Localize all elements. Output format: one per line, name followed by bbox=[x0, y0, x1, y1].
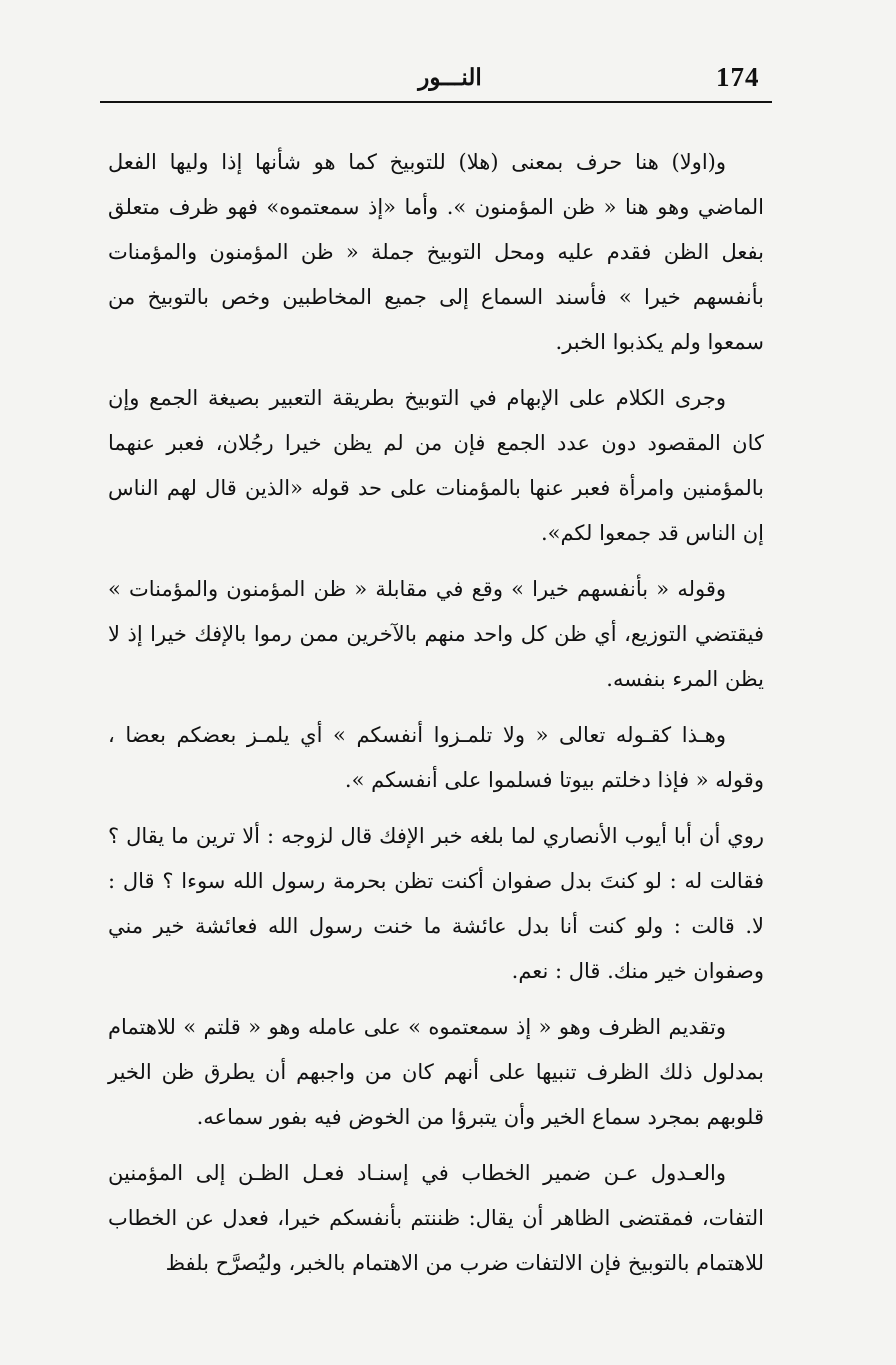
paragraph: وتقديم الظرف وهو « إذ سمعتموه » على عامله وهو « قلتم » للاهتمام بمدلول ذلك الظرف تنبيها على أنهم كان من واجبهم أن يطرق ظن الخير قلوبهم بمجرد سماع الخير وأن يتبرؤا من الخوض فيه بفور سماعه. bbox=[108, 1015, 764, 1129]
page-number: 174 bbox=[716, 62, 760, 92]
paragraph: و(اولا) هنا حرف بمعنى (هلا) للتوبيخ كما هو شأنها إذا وليها الفعل الماضي وهو هنا « ظن المؤمنون ». وأما «إذ سمعتموه» فهو ظرف متعلق بفعل الظن فقدم عليه ومحل التوبيخ جملة « ظن المؤمنون والمؤمنات بأنفسهم خيرا » فأسند السماع إلى جميع المخاطبين وخص بالتوبيخ من سمعوا ولم يكذبوا الخبر. bbox=[108, 150, 764, 354]
paragraph: وقوله « بأنفسهم خيرا » وقع في مقابلة « ظن المؤمنون والمؤمنات » فيقتضي التوزيع، أي ظن كل واحد منهم بالآخرين ممن رموا بالإفك خيرا إذ لا يظن المرء بنفسه. bbox=[108, 577, 764, 691]
paragraph: وجرى الكلام على الإبهام في التوبيخ بطريقة التعبير بصيغة الجمع وإن كان المقصود دون عدد الجمع فإن من لم يظن خيرا رجُلان، فعبر عنهما بالمؤمنين وامرأة فعبر عنها بالمؤمنات على حد قوله «الذين قال لهم الناس إن الناس قد جمعوا لكم». bbox=[108, 386, 764, 545]
header-rule bbox=[100, 101, 772, 103]
paragraph: روي أن أبا أيوب الأنصاري لما بلغه خبر الإفك قال لزوجه : ألا ترين ما يقال ؟ فقالت له : لو كنتَ بدل صفوان أكنت تظن بحرمة رسول الله سوءا ؟ قال : لا. قالت : ولو كنت أنا بدل عائشة ما خنت رسول الله فعائشة خير مني وصفوان خير منك. قال : نعم. bbox=[108, 824, 764, 983]
paragraph: وهـذا كقـوله تعالى « ولا تلمـزوا أنفسكم » أي يلمـز بعضكم بعضا ، وقوله « فإذا دخلتم بيوتا فسلموا على أنفسكم ». bbox=[108, 723, 764, 792]
paragraph: والعـدول عـن ضمير الخطاب في إسنـاد فعـل الظـن إلى المؤمنين التفات، فمقتضى الظاهر أن يقال: ظننتم بأنفسكم خيرا، فعدل عن الخطاب للاهتمام بالتوبيخ فإن الالتفات ضرب من الاهتمام بالخبر، وليُصرَّح بلفظ bbox=[108, 1161, 764, 1275]
body-text bbox=[108, 140, 764, 1297]
running-title: النـــور bbox=[418, 64, 482, 91]
